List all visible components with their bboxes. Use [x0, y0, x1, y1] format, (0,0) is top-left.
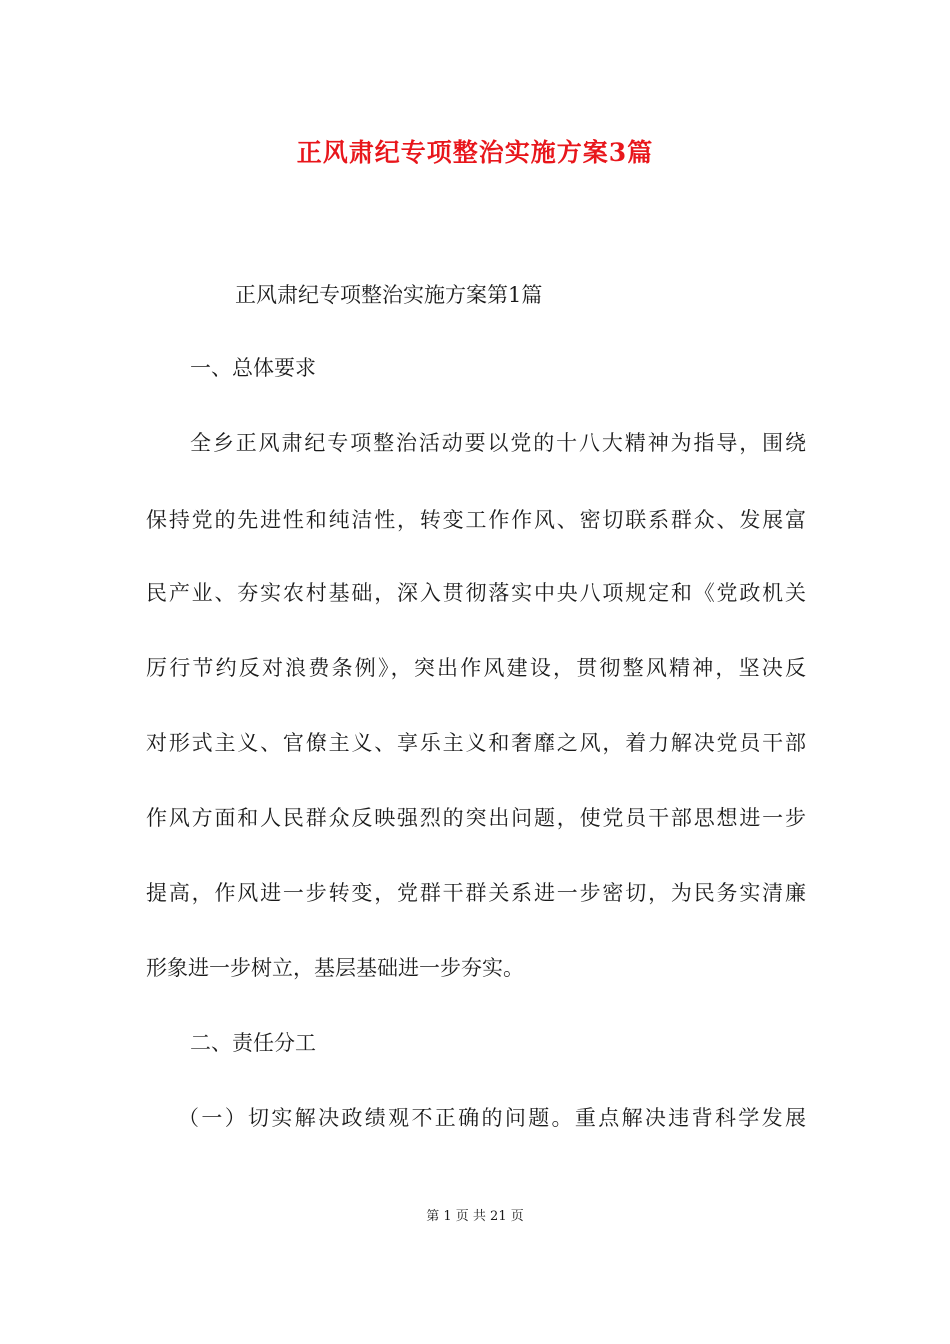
paragraph-line: 对形式主义、官僚主义、享乐主义和奢靡之风，着力解决党员干部 [146, 731, 806, 755]
document-subtitle: 正风肃纪专项整治实施方案第1篇 [235, 283, 543, 307]
document-title: 正风肃纪专项整治实施方案3篇 [296, 138, 654, 167]
list-item-first: （一）切实解决政绩观不正确的问题。重点解决违背科学发展 [178, 1106, 806, 1130]
paragraph-line: 形象进一步树立，基层基础进一步夯实。 [146, 956, 524, 980]
paragraph-line: 作风方面和人民群众反映强烈的突出问题，使党员干部思想进一步 [146, 806, 806, 830]
paragraph-line: 提高，作风进一步转变，党群干群关系进一步密切，为民务实清廉 [146, 881, 806, 905]
paragraph-line: 保持党的先进性和纯洁性，转变工作作风、密切联系群众、发展富 [146, 508, 806, 532]
paragraph-line: 厉行节约反对浪费条例》，突出作风建设，贯彻整风精神，坚决反 [146, 656, 806, 680]
paragraph-line: 全乡正风肃纪专项整治活动要以党的十八大精神为指导，围绕 [190, 431, 806, 455]
paragraph-line: 民产业、夯实农村基础，深入贯彻落实中央八项规定和《党政机关 [146, 581, 806, 605]
page-number-footer: 第 1 页 共 21 页 [426, 1209, 524, 1224]
section-heading-overall-requirements: 一、总体要求 [190, 356, 316, 380]
section-heading-responsibility: 二、责任分工 [190, 1031, 316, 1055]
